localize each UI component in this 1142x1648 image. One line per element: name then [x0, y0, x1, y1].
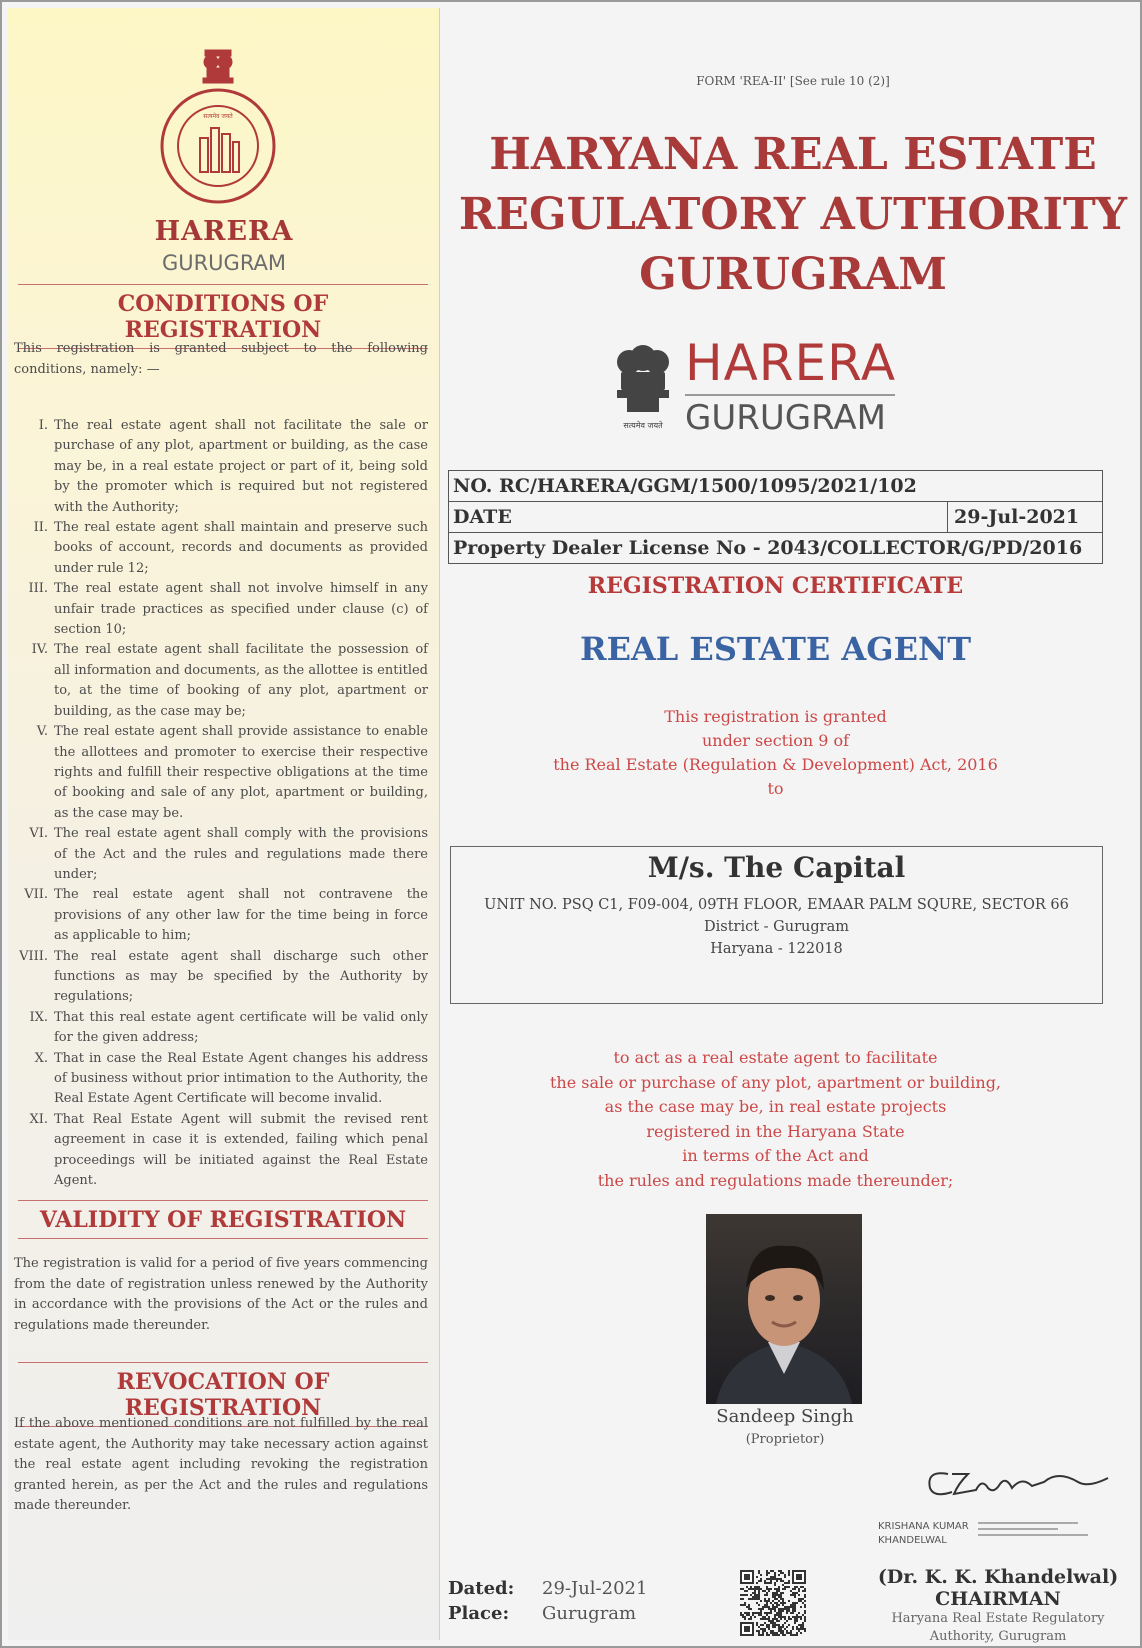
- grant-line: to: [767, 779, 784, 798]
- right-logo-city: GURUGRAM: [685, 398, 886, 438]
- purpose-line: the sale or purchase of any plot, apartment or building,: [549, 1072, 1002, 1092]
- district-line: District - Gurugram: [704, 919, 849, 935]
- signatory-title: CHAIRMAN: [935, 1588, 1061, 1610]
- agent-address: [451, 894, 1102, 960]
- harera-seal-logo: [153, 48, 283, 208]
- svg-text:सत्यमेव जयते: सत्यमेव जयते: [623, 421, 663, 430]
- condition-number: X.: [34, 1050, 48, 1066]
- condition-number: IX.: [29, 1009, 48, 1025]
- condition-number: IV.: [31, 642, 48, 658]
- condition-text: The real estate agent shall not facilitate the sale or purchase of any plot, apartment or building, as the case may be, in a real estate project or part of it, being sold by the promoter which is required but not registered with the Authority;: [54, 418, 428, 515]
- proprietor-name: Sandeep Singh: [716, 1406, 854, 1427]
- right-logo-name: HARERA: [685, 334, 897, 392]
- logo-divider: [685, 394, 895, 396]
- validity-heading: VALIDITY OF REGISTRATION: [18, 1200, 428, 1239]
- title-line-1: HARYANA REAL ESTATE: [489, 129, 1097, 180]
- grant-statement: [448, 705, 1103, 801]
- condition-item: [8, 416, 428, 518]
- dated-place-block: [448, 1578, 647, 1624]
- harera-logo: [603, 334, 963, 450]
- title-line-3: GURUGRAM: [639, 249, 947, 300]
- registration-info-table: [448, 470, 1103, 564]
- condition-item: [8, 1008, 428, 1049]
- date-label: DATE: [453, 506, 512, 528]
- revocation-heading: REVOCATION OF REGISTRATION: [18, 1362, 428, 1427]
- proprietor-photo: [706, 1214, 862, 1404]
- condition-text: The real estate agent shall comply with the provisions of the Act and the rules and regulations made there under;: [54, 826, 428, 882]
- condition-number: V.: [36, 724, 48, 740]
- purpose-statement: [448, 1046, 1103, 1193]
- grant-line: the Real Estate (Regulation & Development) Act, 2016: [553, 755, 998, 774]
- certificate-heading: REGISTRATION CERTIFICATE: [587, 573, 964, 599]
- conditions-panel: [8, 8, 440, 1640]
- certificate-panel: [448, 8, 1138, 1644]
- condition-number: III.: [28, 581, 48, 597]
- left-logo-city: GURUGRAM: [161, 251, 287, 275]
- state-line: Haryana - 122018: [710, 941, 843, 957]
- title-line-2: REGULATORY AUTHORITY: [458, 189, 1128, 240]
- condition-text: That in case the Real Estate Agent changes his address of business without prior intimation to the Authority, the Real Estate Agent Certificate will become invalid.: [54, 1050, 428, 1107]
- purpose-line: registered in the Haryana State: [646, 1121, 905, 1141]
- signatory-org-line-2: Authority, Gurugram: [929, 1629, 1067, 1644]
- condition-item: [8, 1110, 428, 1192]
- digital-signer-line-1: KRISHANA KUMAR: [878, 1521, 969, 1532]
- place-value: Gurugram: [542, 1603, 637, 1624]
- proprietor-role: (Proprietor): [745, 1432, 825, 1447]
- agent-details-box: [450, 846, 1103, 1004]
- condition-item: [8, 885, 428, 946]
- condition-text: The real estate agent shall provide assistance to enable the allottees and promoter to exercise their respective rights and fulfill their respective obligations at the time of booking and sale of any plot, apartment or building, as the case may be.: [54, 724, 428, 821]
- signatory-block: [868, 1566, 1128, 1646]
- conditions-list: [8, 416, 428, 1191]
- purpose-line: in terms of the Act and: [682, 1146, 869, 1165]
- address-line: UNIT NO. PSQ C1, F09-004, 09TH FLOOR, EMAAR PALM SQURE, SECTOR 66: [484, 897, 1069, 913]
- condition-item: [8, 579, 428, 640]
- condition-item: [8, 1049, 428, 1110]
- grant-line: This registration is granted: [664, 707, 887, 726]
- left-logo-name: HARERA: [154, 216, 294, 247]
- dated-value: 29-Jul-2021: [542, 1578, 648, 1599]
- condition-item: [8, 640, 428, 722]
- signatory-name: (Dr. K. K. Khandelwal): [877, 1566, 1119, 1588]
- qr-code-icon[interactable]: [740, 1570, 806, 1636]
- condition-number: VI.: [29, 826, 48, 842]
- condition-number: I.: [38, 418, 48, 433]
- digital-signer-line-2: KHANDELWAL: [878, 1535, 947, 1546]
- condition-number: II.: [33, 520, 48, 536]
- registration-number: NO. RC/HARERA/GGM/1500/1095/2021/102: [449, 471, 1102, 502]
- digital-signature-detail: [978, 1520, 1098, 1544]
- condition-text: The real estate agent shall discharge such other functions as may be specified by the Authority by regulations;: [54, 948, 428, 1005]
- conditions-heading: CONDITIONS OF REGISTRATION: [18, 284, 428, 349]
- condition-item: [8, 824, 428, 885]
- ashoka-emblem-icon: [603, 340, 683, 440]
- condition-number: VII.: [24, 887, 48, 903]
- dated-label: Dated:: [448, 1578, 515, 1599]
- condition-text: The real estate agent shall maintain and preserve such books of account, records and documents as provided under rule 12;: [54, 520, 428, 576]
- form-reference: FORM 'REA-II' [See rule 10 (2)]: [696, 74, 890, 88]
- conditions-intro: This registration is granted subject to the following conditions, namely: —: [14, 341, 428, 377]
- svg-text:सत्यमेव जयते: सत्यमेव जयते: [203, 113, 233, 120]
- condition-number: XI.: [29, 1111, 48, 1127]
- validity-text: The registration is valid for a period of five years commencing from the date of registration unless renewed by the Authority in accordance with the provisions of the Act or the rules and regulations made thereunder.: [14, 1256, 428, 1333]
- condition-text: The real estate agent shall facilitate the possession of all information and documents, as the allottee is entitled to, at the time of booking of any plot, apartment or building, as the case may be;: [54, 642, 428, 719]
- digital-signature-block: [878, 1520, 1118, 1548]
- condition-number: VIII.: [19, 948, 48, 964]
- condition-text: That Real Estate Agent will submit the revised rent agreement in case it is extended, failing which penal proceedings will be initiated against the Real Estate Agent.: [54, 1111, 428, 1189]
- purpose-line: to act as a real estate agent to facilitate: [613, 1048, 938, 1067]
- purpose-line: the rules and regulations made thereunder;: [597, 1170, 954, 1190]
- condition-text: The real estate agent shall not involve himself in any unfair trade practices as specified under clause (c) of section 10;: [54, 581, 428, 638]
- condition-text: That this real estate agent certificate will be valid only for the given address;: [54, 1009, 428, 1046]
- agent-name: M/s. The Capital: [647, 851, 906, 884]
- condition-item: [8, 518, 428, 579]
- date-row: [449, 502, 1102, 533]
- grant-line: under section 9 of: [701, 731, 850, 750]
- signatory-org-line-1: Haryana Real Estate Regulatory: [891, 1611, 1105, 1626]
- place-label: Place:: [448, 1603, 510, 1624]
- date-value: 29-Jul-2021: [947, 502, 1102, 532]
- purpose-line: as the case may be, in real estate projects: [604, 1097, 947, 1116]
- condition-text: The real estate agent shall not contravene the provisions of any other law for the time being in force as applicable to him;: [54, 887, 428, 944]
- handwritten-signature: [908, 1460, 1118, 1510]
- condition-item: [8, 947, 428, 1008]
- license-number: Property Dealer License No - 2043/COLLECTOR/G/PD/2016: [453, 537, 1083, 559]
- revocation-text: If the above mentioned conditions are not fulfilled by the real estate agent, the Authority may take necessary action against the real estate agent including revoking the registration granted herein, as per the Act and the rules and regulations made thereunder.: [14, 1416, 428, 1513]
- condition-item: [8, 722, 428, 824]
- agent-heading: REAL ESTATE AGENT: [579, 630, 972, 668]
